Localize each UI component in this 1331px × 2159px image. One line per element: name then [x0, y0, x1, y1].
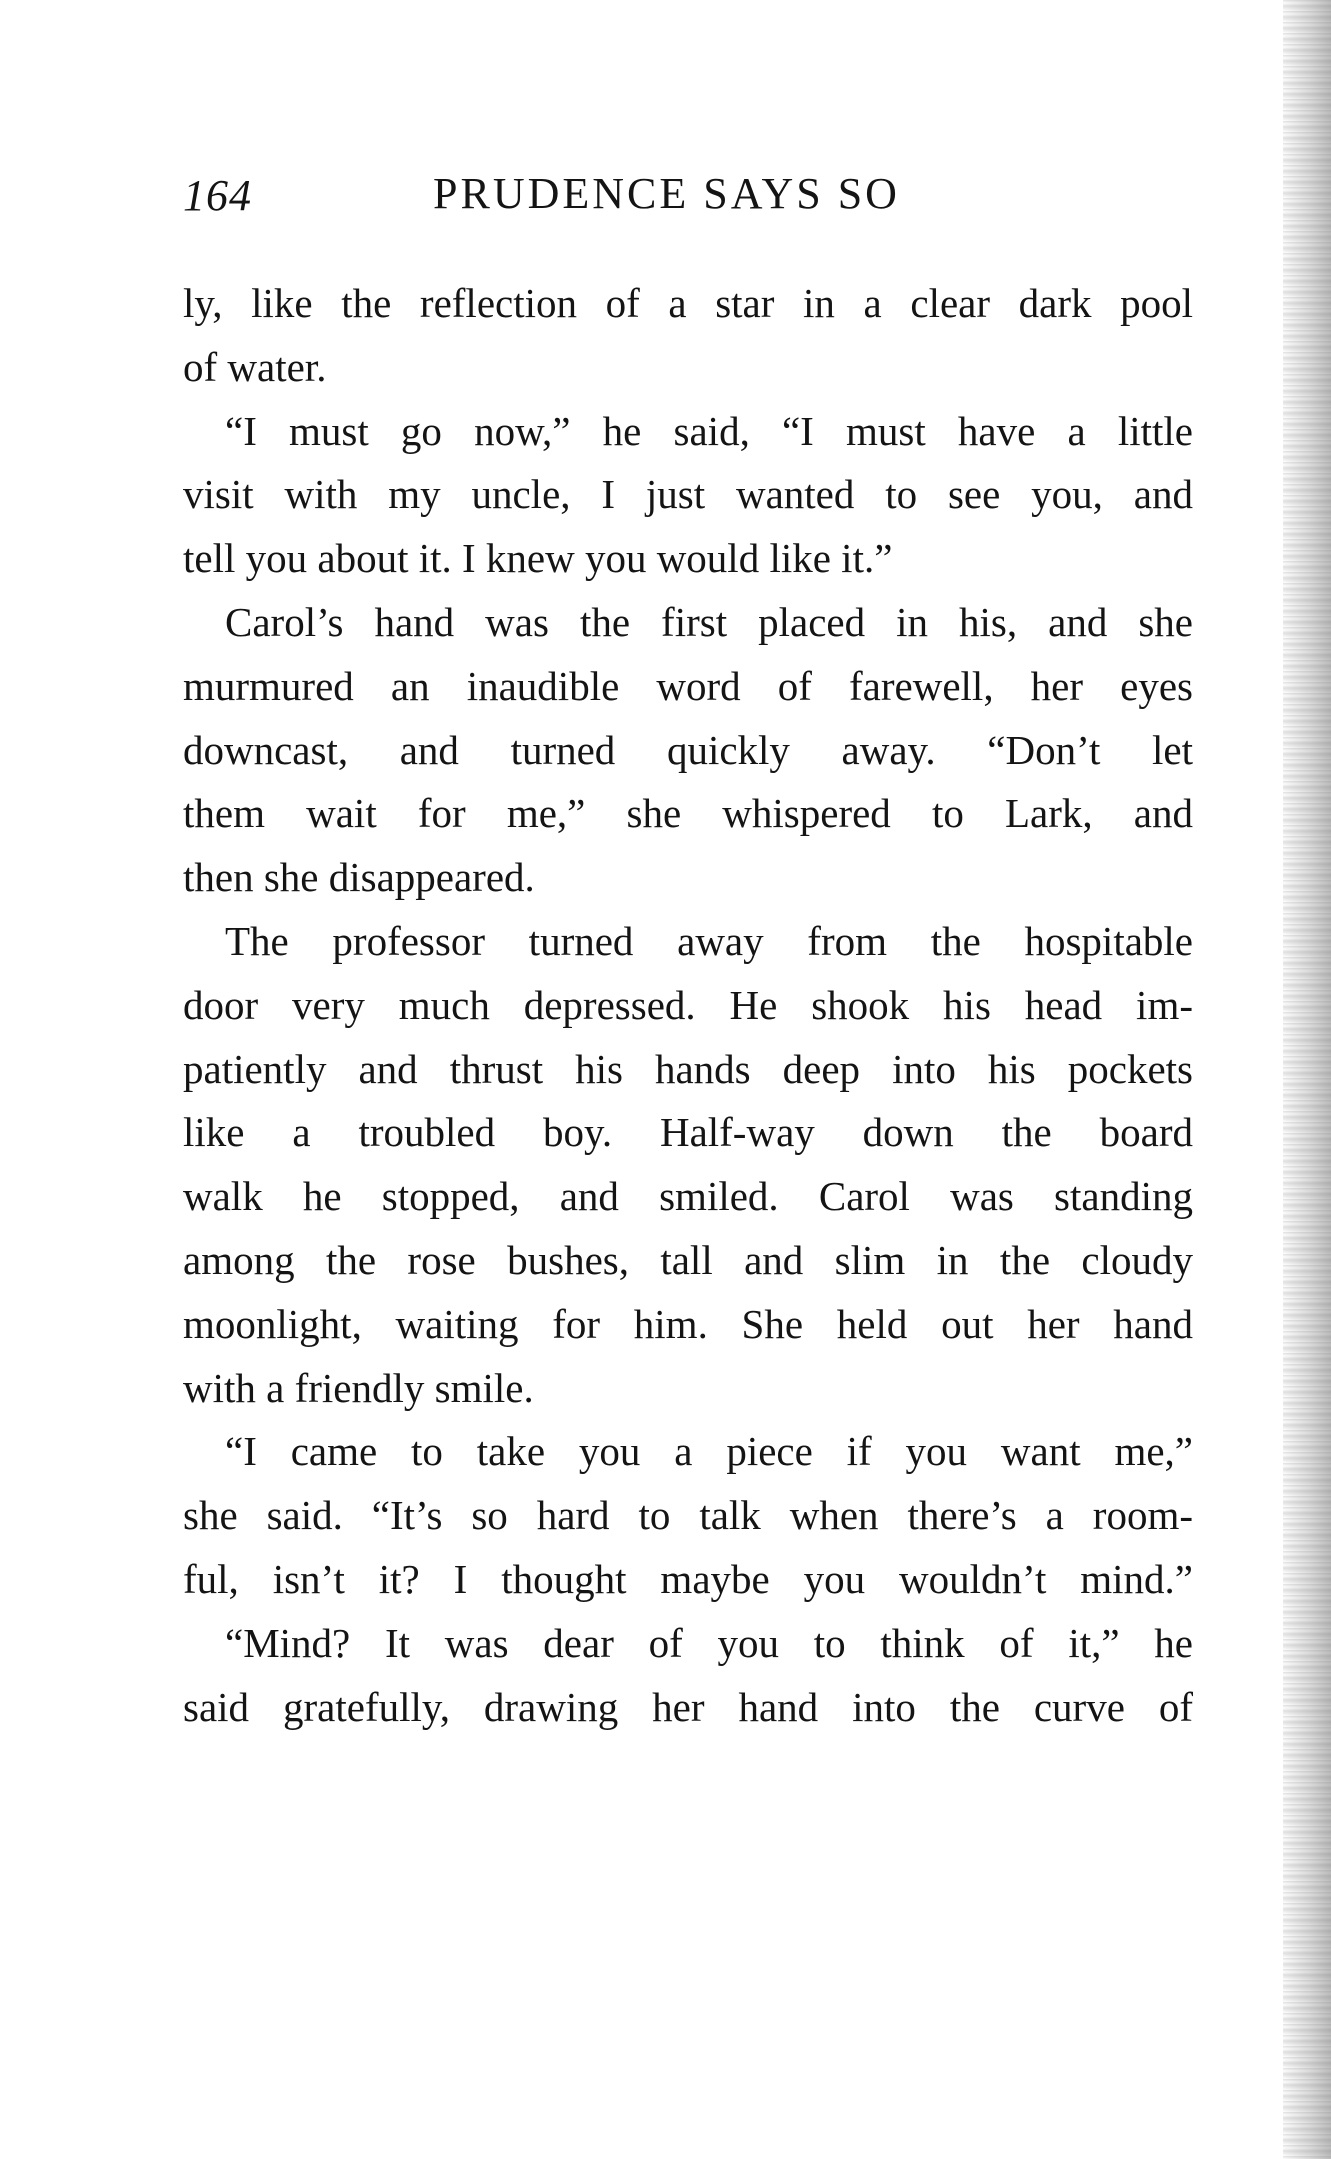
body-text: [183, 272, 1193, 1739]
text-line: she said. “It’s so hard to talk when there’s a room-: [183, 1492, 1193, 1539]
text-line: them wait for me,” she whispered to Lark, and: [183, 790, 1193, 837]
running-head: PRUDENCE SAYS SO: [433, 169, 900, 218]
text-line: visit with my uncle, I just wanted to see you, and: [183, 471, 1193, 518]
text-line: “I came to take you a piece if you want me,”: [225, 1428, 1193, 1475]
text-line: Carol’s hand was the first placed in his, and she: [225, 598, 1193, 645]
text-line: patiently and thrust his hands deep into his pockets: [183, 1045, 1193, 1092]
text-line: said gratefully, drawing her hand into the curve of: [183, 1683, 1193, 1730]
text-line: ly, like the reflection of a star in a clear dark pool: [183, 280, 1193, 326]
page-gutter-shadow: [1283, 0, 1331, 2159]
page-number: 164: [183, 171, 252, 220]
text-line: moonlight, waiting for him. She held out her hand: [183, 1300, 1193, 1347]
text-line: walk he stopped, and smiled. Carol was standing: [183, 1173, 1193, 1220]
text-line: downcast, and turned quickly away. “Don’t let: [183, 726, 1193, 773]
text-line: tell you about it. I knew you would like it.”: [183, 535, 893, 582]
text-line: The professor turned away from the hospitable: [225, 917, 1193, 964]
text-line: with a friendly smile.: [183, 1364, 534, 1411]
text-line: of water.: [183, 343, 327, 390]
text-line: like a troubled boy. Half-way down the board: [183, 1109, 1193, 1156]
text-line: then she disappeared.: [183, 854, 535, 901]
page-header: [183, 162, 1193, 222]
text-line: door very much depressed. He shook his head im-: [183, 981, 1193, 1028]
text-line: among the rose bushes, tall and slim in the cloudy: [183, 1236, 1193, 1283]
text-line: “Mind? It was dear of you to think of it,” he: [225, 1619, 1193, 1666]
text-line: murmured an inaudible word of farewell, her eyes: [183, 662, 1193, 709]
text-line: “I must go now,” he said, “I must have a little: [225, 407, 1193, 454]
text-line: ful, isn’t it? I thought maybe you wouldn’t mind.”: [183, 1555, 1193, 1602]
